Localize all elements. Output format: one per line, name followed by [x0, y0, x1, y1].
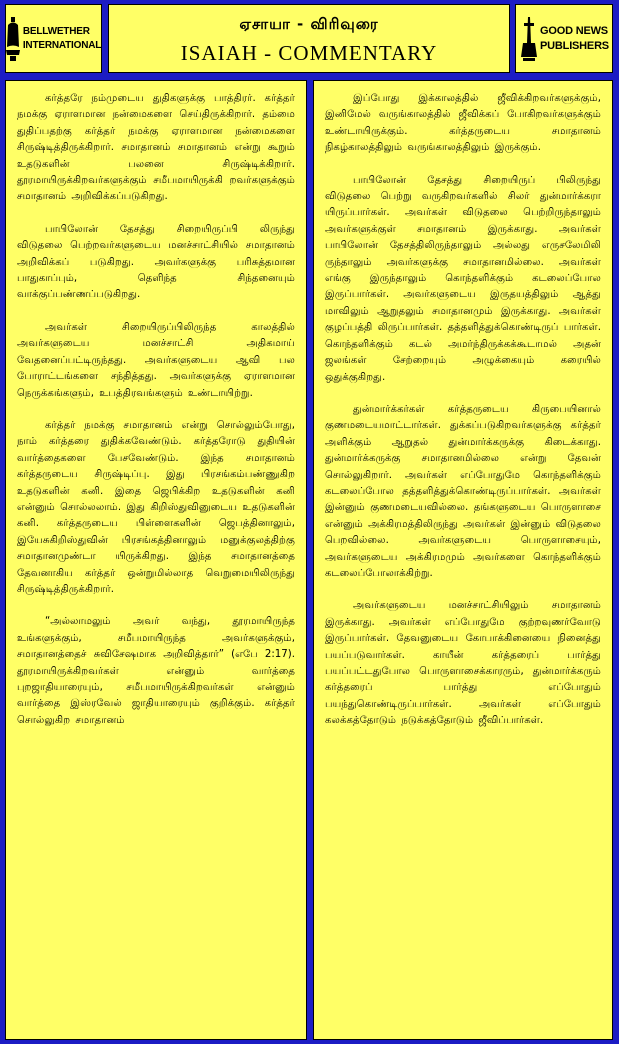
- logo-right-line2: PUBLISHERS: [540, 39, 609, 52]
- bell-icon: [6, 17, 20, 61]
- paragraph: கர்த்தர் நமக்கு சமாதானம் என்று சொல்லும்போது, நாம் கர்த்தரை துதிக்கவேண்டும். கர்த்தரோடு துதியின் வார்த்தைகளை பேசவேண்டும். இந்த சமாதானம் கர்த்தருடைய சிருஷ்டிப்பு. இது பிரசங்கம்பண்ணுகிற உதடுகளின் கனி. இதை ஜெபிக்கிற உதடுகளின் கனி என்னும் சொல்லலாம். இது கிறிஸ்துவினுடைய உதடுகளின் கனி. கர்த்தருடைய பிள்ளைகளின் ஜெபத்தினாலும், இயேசுகிறிஸ்துவின் பிரசங்கத்தினாலும் மனுக்குலத்திற்கு சமாதானமுண்டா யிருக்கிறது. இந்த சமாதானத்தை தேவனாகிய கர்த்தர் ஒன்றுமில்லாத வெறுமையிலிருந்து சிருஷ்டித்திருக்கிறார்.: [17, 419, 295, 595]
- paragraph: கர்த்தரே நம்முடைய துதிகளுக்கு பாத்திரர். கர்த்தர் நமக்கு ஏராளமான நன்மைகளை செய்திருக்கிறார். தம்மை துதிப்பதற்கு கர்த்தர் நமக்கு ஏராளமான நன்மைகளை சிருஷ்டித்திருக்கிறார். சமாதானம் சமாதானம் என்று கூறும் உதடுகளின் பலனை சிருஷ்டிக்கிறார். தூரமாயிருக்கிறவர்களுக்கும் சமீபமாயிருக்கி றவர்களுக்கும் சமாதானம் அறிவிக்கப்படுகிறது.: [17, 93, 295, 203]
- right-column: [313, 80, 613, 1040]
- header-title-box: [108, 4, 510, 73]
- good-news-logo: [515, 4, 613, 73]
- paragraph: பாபிலோன் தேசத்து சிறையிருப்பி லிருந்து விடுதலை பெற்றவர்களுடைய மனச்சாட்சியில் சமாதானம் அறிவிக்கப் படுகிறது. அவர்களுக்கு பரிசுத்தமான பாதுகாப்பும், தெளிந்த சிந்தனையும் வாக்குப்பண்ணப்படுகிறது.: [17, 223, 295, 301]
- left-column: [5, 80, 307, 1040]
- title-english: ISAIAH - COMMENTARY: [180, 41, 438, 65]
- paragraph: அவர்கள் சிறையிருப்பிலிருந்த காலத்தில் அவர்களுடைய மனச்சாட்சி அதிகமாய் வேதனைப்பட்டிருந்தது. அவர்களுடைய ஆவி பல போராட்டங்களை சந்தித்தது. அவர்களுக்கு ஏராளமான நெருக்கங்களும், உபத்திரவங்களும் உண்டாயிற்று.: [17, 321, 295, 399]
- trumpet-icon: [519, 17, 537, 61]
- bellwether-logo: [5, 4, 102, 73]
- paragraph: அவர்களுடைய மனச்சாட்சியிலும் சமாதானம் இருக்காது. அவர்கள் எப்போதுமே குற்றவுணர்வோடு இருப்பார்கள். தேவனுடைய கோபாக்கினையை நினைத்து பயப்படுவார்கள். காயீன் கர்த்தரைப் பார்த்து பயப்பட்டதுபோல பொருளாசைக்காரரும், துன்மார்க்கரும் கர்த்தரைப் பார்த்து எப்போதும் பயந்துகொண்டிருப்பார்கள். அவர்கள் எப்போதும் கலக்கத்தோடும் நடுக்கத்தோடும் ஜீவிப்பார்கள்.: [325, 600, 601, 727]
- paragraph: பாபிலோன் தேசத்து சிறையிருப் பிலிருந்து விடுதலை பெற்று வருகிறவர்களில் சிலர் துன்மார்க்கரா யிருப்பார்கள். அவர்கள் விடுதலை பெற்றிருந்தாலும் அவர்களுக்குள் சமாதானம் இருக்காது. அவர்கள் பாபிலோன் தேசத்திலிருந்தாலும் அல்லது எருசலேமிலி ருந்தாலும் அவர்களுக்கு சமாதானமில்லை. அவர்கள் எங்கு இருந்தாலும் கொந்தளிக்கும் கடலைப்போல இருப்பார்கள். அவர்களுடைய இருதயத்திலும் ஆத்து மாவிலும் ஆறுதலும் சமாதானமும் இருக்காது. அவர்கள் குழப்பத்தி லிருப்பார்கள். தத்தளித்துக்கொண்டிருப் பார்கள். கொந்தளிக்கும் கடல் அமர்ந்திருக்கக்கூடாமல் அதன் ஜலங்கள் சேற்றையும் அழுக்கையும் கரையில் ஒதுக்குகிறது.: [325, 174, 601, 383]
- logo-right-line1: GOOD NEWS: [540, 24, 608, 37]
- logo-left-line2: INTERNATIONAL: [22, 39, 102, 51]
- logo-left-line1: BELLWETHER: [22, 25, 90, 37]
- paragraph: துன்மார்க்கர்கள் கர்த்தருடைய கிருபையினால் குணமடையமாட்டார்கள். துக்கப்படுகிறவர்களுக்கு கர்த்தர் அளிக்கும் ஆறுதல் துன்மார்க்கருக்கு கிடைக்காது. துன்மார்க்கருக்கு சமாதானமில்லை என்று தேவன் சொல்லுகிறார். அவர்கள் எப்போதுமே கொந்தளிக்கும் கடலைப்போல தத்தளித்துக்கொண்டிருப்பார்கள். அவர்கள் இன்னும் குணமடையவில்லை. தங்களுடைய பொருளாசை என்னும் அக்கிரமத்திலிருந்து அவர்கள் இன்னும் விடுதலை பெறவில்லை. அவர்களுடைய பொருளாசையும், அவர்களுடைய அக்கிரமமும் அவர்களை கொந்தளிக்கும் கடலைப்போலாக்கிற்று.: [325, 403, 601, 579]
- paragraph: இப்போது இக்காலத்தில் ஜீவிக்கிறவர்களுக்கும், இனிமேல் வருங்காலத்தில் ஜீவிக்கப் போகிறவர்களுக்கும் உண்டாயிருக்கும். கர்த்தருடைய சமாதானம் நிகழ்காலத்திலும் வருங்காலத்திலும் இருக்கும்.: [325, 93, 601, 154]
- title-tamil: ஏசாயா - விரிவுரை: [239, 15, 379, 33]
- paragraph: “அல்லாமலும் அவர் வந்து, தூரமாயிருந்த உங்களுக்கும், சமீபமாயிருந்த அவர்களுக்கும், சமாதானத்தைச் சுவிசேஷமாக அறிவித்தார்” (எபே 2:17). தூரமாயிருக்கிறவர்கள் என்னும் வார்த்தை புறஜாதியாரையும், சமீபமாயிருக்கிறவர்கள் என்னும் வார்த்தை இஸ்ரவேல் ஜாதியாரையும் குறிக்கும். கர்த்தர் சொல்லுகிற சமாதானம்: [17, 616, 295, 726]
